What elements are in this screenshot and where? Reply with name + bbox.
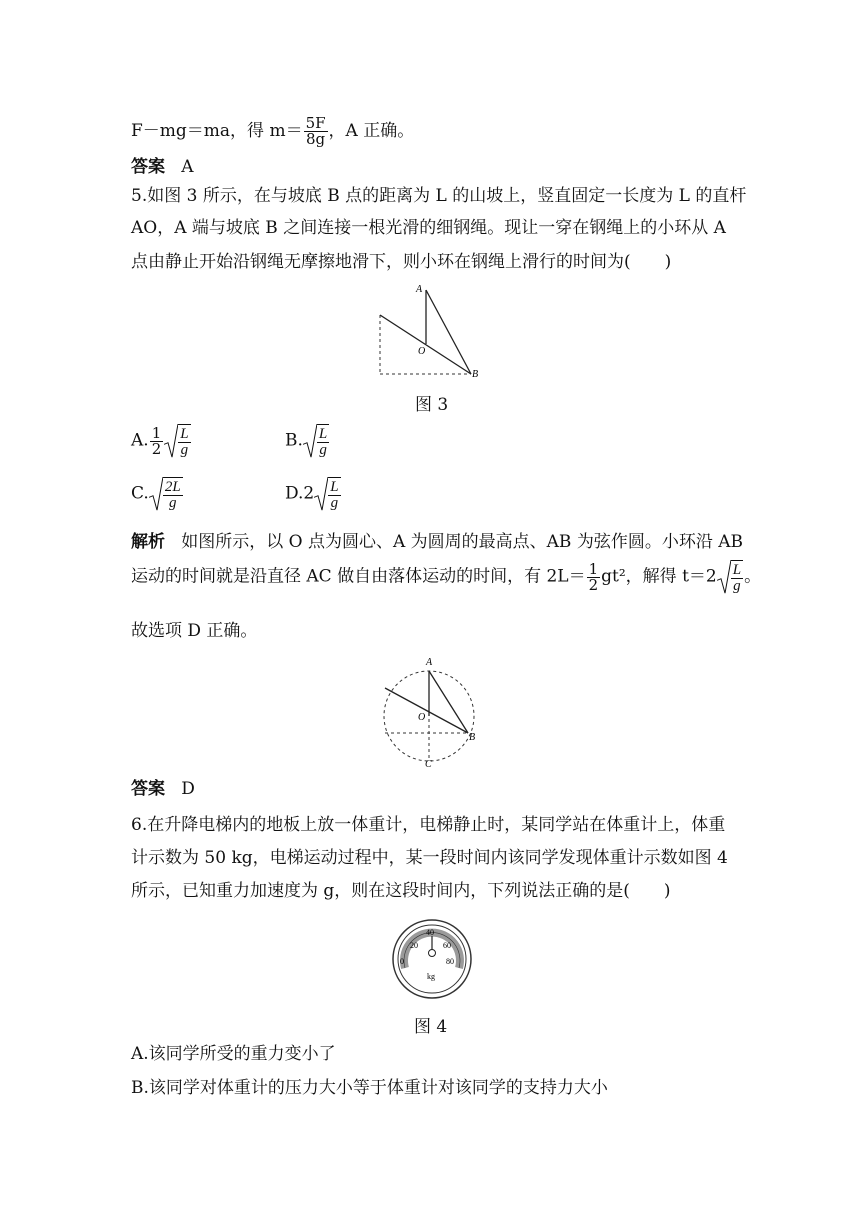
analysis-text-1: 如图所示，以 O 点为圆心、A 为圆周的最高点、AB 为弦作圆。小环沿 AB	[181, 532, 743, 552]
figure-3-diagram	[375, 280, 485, 380]
q5-line-3: 点由静止开始沿钢绳无摩擦地滑下，则小环在钢绳上滑行的时间为( )	[131, 252, 672, 272]
coef-num: 1	[151, 423, 162, 442]
radical-icon	[164, 424, 178, 458]
formula-line	[131, 116, 414, 147]
sqrt-sign	[303, 424, 330, 458]
option-a-prefix: A.	[131, 430, 149, 451]
radicand-num: L	[330, 479, 339, 495]
fraction-denominator: 8g	[305, 130, 326, 148]
tick-80: 80	[446, 957, 454, 966]
figure-3-caption: 图 3	[415, 395, 449, 415]
label-o: O	[418, 712, 426, 723]
option-b-prefix: B.	[285, 430, 303, 451]
option-a	[131, 424, 192, 458]
tick-60: 60	[443, 941, 451, 950]
option-c	[131, 477, 184, 511]
sqrt-sign	[164, 424, 191, 458]
sqrt-sign	[717, 560, 744, 594]
label-b: B	[472, 369, 479, 380]
radicand-den: g	[319, 442, 327, 458]
analysis-label: 解析	[131, 532, 165, 552]
formula-tail: ，A 正确。	[328, 121, 415, 141]
radicand-num: L	[180, 426, 189, 442]
half-num: 1	[588, 559, 599, 578]
half-den: 2	[588, 575, 599, 594]
analysis-line-3: 故选项 D 正确。	[131, 621, 258, 641]
q5-line-1: 5.如图 3 所示，在与坡底 B 点的距离为 L 的山坡上，竖直固定一长度为 L 的直杆	[131, 186, 747, 206]
answer-label: 答案	[131, 779, 165, 799]
q6-line-3: 所示，已知重力加速度为 g，则在这段时间内，下列说法正确的是( )	[131, 881, 671, 901]
fraction-numerator: 5F	[305, 114, 326, 132]
option-d	[285, 477, 342, 511]
radicand-num: 2L	[164, 479, 181, 495]
q6-line-2: 计示数为 50 kg，电梯运动过程中，某一段时间内该同学发现体重计示数如图 4	[131, 848, 728, 868]
option-d-prefix: D.2	[285, 483, 315, 504]
radicand-den: g	[330, 495, 339, 511]
formula-lhs: F－mg＝ma，得 m＝	[131, 121, 303, 141]
radicand-den: g	[168, 495, 177, 511]
answer-line-5	[131, 777, 195, 801]
option-b	[285, 424, 330, 458]
label-o: O	[418, 346, 426, 357]
q6-option-b: B.该同学对体重计的压力大小等于体重计对该同学的支持力大小	[131, 1078, 608, 1098]
analysis-text-2a: 运动的时间就是沿直径 AC 做自由落体运动的时间，有 2L＝	[131, 566, 586, 587]
label-b: B	[469, 732, 476, 743]
label-c: C	[425, 759, 432, 768]
analysis-circle-diagram	[376, 650, 486, 768]
radical-icon	[303, 424, 317, 458]
answer-label: 答案	[131, 157, 165, 177]
radicand-num: L	[732, 562, 742, 578]
label-a: A	[416, 284, 423, 295]
radical-icon	[149, 477, 163, 511]
analysis-line-2	[131, 560, 761, 594]
coef-den: 2	[151, 439, 162, 458]
tick-0: 0	[400, 957, 404, 966]
q6-option-a: A.该同学所受的重力变小了	[131, 1044, 336, 1064]
tick-40: 40	[426, 928, 434, 937]
analysis-text-2c: 。	[744, 566, 762, 587]
answer-value: A	[181, 157, 194, 177]
sqrt-sign	[149, 477, 184, 511]
radical-icon	[314, 477, 328, 511]
q5-line-2: AO，A 端与坡底 B 之间连接一根光滑的细钢绳。现让一穿在钢绳上的小环从 A	[131, 218, 726, 238]
option-c-prefix: C.	[131, 483, 149, 504]
option-a-coef	[150, 423, 164, 458]
analysis-text-2b: gt²，解得 t＝2	[601, 566, 717, 587]
fraction	[304, 116, 328, 147]
radicand-den: g	[733, 578, 741, 594]
answer-value: D	[181, 779, 195, 799]
label-a: A	[426, 657, 433, 668]
answer-line	[131, 155, 194, 179]
q6-line-1: 6.在升降电梯内的地板上放一体重计，电梯静止时，某同学站在体重计上，体重	[131, 815, 726, 835]
radicand-den: g	[180, 442, 189, 458]
half-fraction	[587, 559, 601, 594]
tick-20: 20	[410, 941, 418, 950]
unit-label: kg	[427, 972, 435, 981]
figure-4-caption: 图 4	[414, 1017, 448, 1037]
analysis-line-1	[131, 530, 743, 554]
sqrt-sign	[314, 477, 341, 511]
radicand-num: L	[318, 426, 328, 442]
radical-icon	[717, 560, 731, 594]
scale-dial-diagram	[388, 918, 478, 1000]
